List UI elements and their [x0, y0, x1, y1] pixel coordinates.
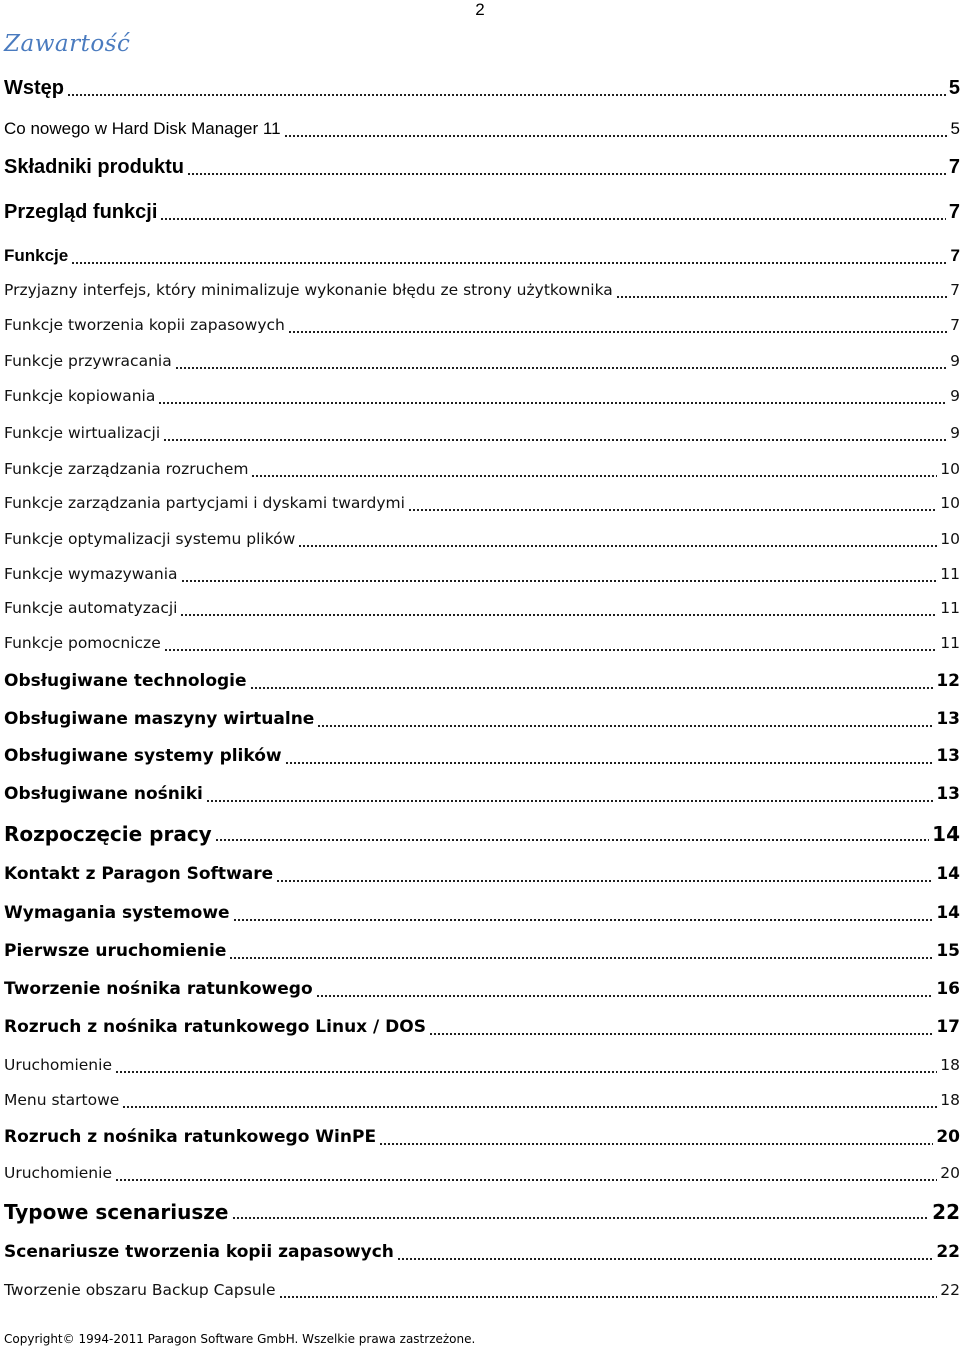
toc-entry[interactable] — [4, 706, 960, 732]
toc-entry[interactable] — [4, 976, 960, 1002]
dot-leader — [232, 1217, 930, 1219]
toc-entry-label: Funkcje automatyzacji — [4, 599, 178, 617]
toc-entry-label: Przyjazny interfejs, który minimalizuje wykonanie błędu ze strony użytkownika — [4, 281, 613, 299]
toc-entry[interactable] — [4, 595, 960, 621]
toc-entry-label: Obsługiwane technologie — [4, 671, 247, 691]
toc-entry[interactable] — [4, 630, 960, 656]
copyright-footer: Copyright© 1994-2011 Paragon Software GmbH. Wszelkie prawa zastrzeżone. — [4, 1332, 476, 1346]
dot-leader — [316, 995, 934, 997]
dot-leader — [175, 367, 947, 369]
toc-entry[interactable] — [4, 861, 960, 887]
dot-leader — [251, 475, 937, 477]
toc-entry[interactable] — [4, 668, 960, 694]
toc-entry-label: Typowe scenariusze — [4, 1200, 229, 1224]
toc-entry-page-number: 22 — [936, 1242, 960, 1262]
toc-entry-page-number: 7 — [948, 200, 960, 223]
toc-entry[interactable] — [4, 277, 960, 303]
toc-entry[interactable] — [4, 1052, 960, 1078]
toc-entry[interactable] — [4, 743, 960, 769]
toc-entry[interactable] — [4, 561, 960, 587]
dot-leader — [115, 1179, 937, 1181]
dot-leader — [215, 839, 929, 841]
toc-entry[interactable] — [4, 490, 960, 516]
dot-leader — [233, 919, 934, 921]
toc-entry[interactable] — [4, 75, 960, 101]
toc-entry-label: Rozruch z nośnika ratunkowego WinPE — [4, 1127, 377, 1147]
dot-leader — [163, 439, 947, 441]
toc-entry-page-number: 15 — [936, 941, 960, 961]
toc-entry[interactable] — [4, 938, 960, 964]
toc-entry-label: Składniki produktu — [4, 155, 185, 178]
toc-entry-label: Funkcje tworzenia kopii zapasowych — [4, 316, 285, 334]
toc-entry-label: Funkcje optymalizacji systemu plików — [4, 530, 296, 548]
dot-leader — [408, 509, 937, 511]
toc-entry-label: Obsługiwane systemy plików — [4, 746, 282, 766]
toc-entry-label: Scenariusze tworzenia kopii zapasowych — [4, 1242, 394, 1262]
toc-entry-label: Funkcje wymazywania — [4, 565, 178, 583]
toc-entry-page-number: 11 — [940, 599, 960, 617]
toc-entry-label: Funkcje pomocnicze — [4, 634, 161, 652]
toc-entry-label: Tworzenie obszaru Backup Capsule — [4, 1281, 276, 1299]
toc-entry-page-number: 7 — [950, 281, 960, 299]
toc-entry-page-number: 11 — [940, 634, 960, 652]
toc-entry-page-number: 20 — [936, 1127, 960, 1147]
dot-leader — [379, 1143, 933, 1145]
dot-leader — [298, 545, 937, 547]
toc-entry-page-number: 18 — [940, 1056, 960, 1074]
toc-entry[interactable] — [4, 383, 960, 409]
toc-entry[interactable] — [4, 420, 960, 446]
dot-leader — [187, 173, 946, 175]
toc-entry[interactable] — [4, 312, 960, 338]
toc-entry-page-number: 10 — [940, 530, 960, 548]
toc-entry-page-number: 9 — [950, 387, 960, 405]
toc-entry-page-number: 12 — [936, 671, 960, 691]
toc-entry[interactable] — [4, 116, 960, 142]
toc-entry[interactable] — [4, 1199, 960, 1225]
toc-entry[interactable] — [4, 1087, 960, 1113]
dot-leader — [616, 296, 947, 298]
dot-leader — [284, 135, 948, 137]
toc-entry-label: Pierwsze uruchomienie — [4, 941, 227, 961]
dot-leader — [288, 331, 947, 333]
toc-entry[interactable] — [4, 154, 960, 180]
toc-entry-label: Obsługiwane maszyny wirtualne — [4, 709, 315, 729]
dot-leader — [250, 687, 934, 689]
dot-leader — [160, 218, 946, 220]
toc-entry-page-number: 20 — [940, 1164, 960, 1182]
toc-entry[interactable] — [4, 1239, 960, 1265]
toc-entry-page-number: 14 — [936, 864, 960, 884]
toc-entry-label: Tworzenie nośnika ratunkowego — [4, 979, 313, 999]
toc-entry[interactable] — [4, 821, 960, 847]
toc-entry-page-number: 22 — [932, 1200, 960, 1224]
dot-leader — [229, 957, 933, 959]
toc-entry-page-number: 17 — [936, 1017, 960, 1037]
toc-entry-page-number: 10 — [940, 460, 960, 478]
toc-entry[interactable] — [4, 243, 960, 269]
toc-entry[interactable] — [4, 456, 960, 482]
toc-entry-page-number: 18 — [940, 1091, 960, 1109]
dot-leader — [115, 1071, 937, 1073]
dot-leader — [285, 762, 934, 764]
toc-entry-page-number: 13 — [936, 784, 960, 804]
toc-entry-label: Uruchomienie — [4, 1056, 112, 1074]
toc-entry-page-number: 11 — [940, 565, 960, 583]
toc-entry[interactable] — [4, 1160, 960, 1186]
dot-leader — [181, 580, 938, 582]
toc-entry-label: Funkcje przywracania — [4, 352, 172, 370]
toc-entry-page-number: 5 — [950, 119, 960, 138]
toc-entry-label: Rozruch z nośnika ratunkowego Linux / DOS — [4, 1017, 426, 1037]
toc-entry[interactable] — [4, 1277, 960, 1303]
toc-entry-label: Funkcje kopiowania — [4, 387, 156, 405]
toc-entry-label: Funkcje — [4, 246, 69, 265]
dot-leader — [429, 1033, 933, 1035]
toc-entry-label: Wstęp — [4, 76, 64, 99]
toc-entry-label: Kontakt z Paragon Software — [4, 864, 274, 884]
toc-entry-page-number: 7 — [950, 246, 960, 265]
toc-entry-page-number: 9 — [950, 424, 960, 442]
toc-entry[interactable] — [4, 900, 960, 926]
toc-entry-label: Uruchomienie — [4, 1164, 112, 1182]
toc-entry-page-number: 13 — [936, 709, 960, 729]
dot-leader — [317, 725, 933, 727]
dot-leader — [279, 1296, 938, 1298]
dot-leader — [71, 262, 947, 264]
toc-entry[interactable] — [4, 526, 960, 552]
toc-entry-label: Obsługiwane nośniki — [4, 784, 203, 804]
toc-entry[interactable] — [4, 1014, 960, 1040]
dot-leader — [276, 880, 933, 882]
dot-leader — [397, 1258, 933, 1260]
dot-leader — [67, 94, 946, 96]
toc-entry-page-number: 13 — [936, 746, 960, 766]
toc-entry-label: Funkcje zarządzania rozruchem — [4, 460, 249, 478]
toc-entry-label: Co nowego w Hard Disk Manager 11 — [4, 119, 281, 138]
toc-entry-page-number: 7 — [950, 316, 960, 334]
dot-leader — [180, 614, 937, 616]
dot-leader — [122, 1106, 937, 1108]
toc-entry-label: Funkcje wirtualizacji — [4, 424, 161, 442]
toc-entry-page-number: 9 — [950, 352, 960, 370]
toc-entry[interactable] — [4, 1124, 960, 1150]
toc-entry-page-number: 14 — [932, 822, 960, 846]
page-number: 2 — [475, 0, 485, 19]
toc-entry-page-number: 16 — [936, 979, 960, 999]
toc-entry[interactable] — [4, 348, 960, 374]
dot-leader — [164, 649, 938, 651]
toc-entry-page-number: 14 — [936, 903, 960, 923]
dot-leader — [158, 402, 947, 404]
toc-entry-page-number: 5 — [948, 76, 960, 99]
toc-entry-label: Funkcje zarządzania partycjami i dyskami twardymi — [4, 494, 405, 512]
toc-entry-label: Rozpoczęcie pracy — [4, 822, 212, 846]
toc-entry[interactable] — [4, 199, 960, 225]
toc-entry-label: Menu startowe — [4, 1091, 120, 1109]
toc-entry[interactable] — [4, 781, 960, 807]
toc-entry-label: Wymagania systemowe — [4, 903, 230, 923]
toc-entry-label: Przegląd funkcji — [4, 200, 158, 223]
toc-entry-page-number: 22 — [940, 1281, 960, 1299]
toc-title: Zawartość — [4, 31, 131, 57]
toc-entry-page-number: 7 — [948, 155, 960, 178]
toc-entry-page-number: 10 — [940, 494, 960, 512]
dot-leader — [206, 800, 933, 802]
